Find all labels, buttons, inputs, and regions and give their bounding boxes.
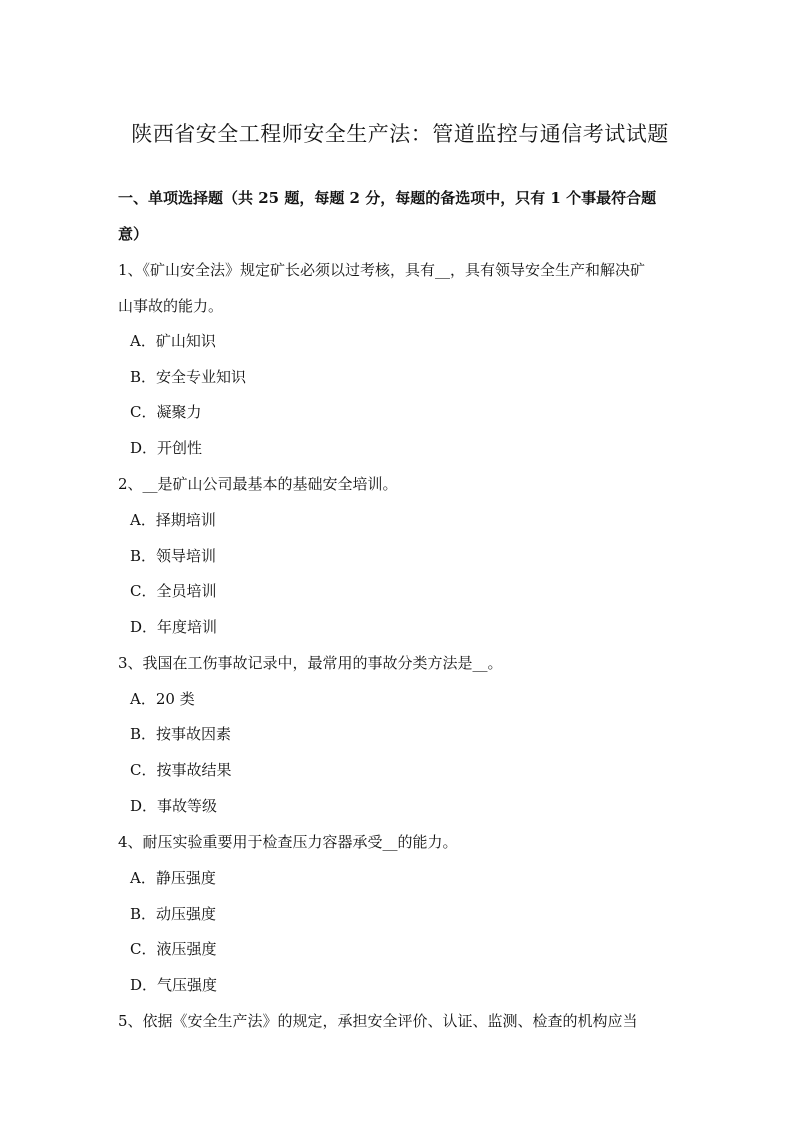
- question-4-option-b: B．动压强度: [130, 905, 217, 923]
- section-heading: 一、单项选择题（共 25 题，每题 2 分，每题的备选项中，只有 1 个事最符合题: [118, 189, 657, 207]
- document-title: 陕西省安全工程师安全生产法：管道监控与通信考试试题: [131, 122, 669, 146]
- question-2-stem: 2、__是矿山公司最基本的基础安全培训。: [118, 475, 398, 493]
- question-3-option-d: D．事故等级: [130, 797, 218, 815]
- question-1-option-c: C．凝聚力: [130, 403, 202, 421]
- question-3-option-c: C．按事故结果: [130, 761, 232, 779]
- question-2-option-d: D．年度培训: [130, 618, 218, 636]
- question-3-stem: 3、我国在工伤事故记录中，最常用的事故分类方法是__。: [118, 654, 503, 672]
- question-4-stem: 4、耐压实验重要用于检查压力容器承受__的能力。: [118, 833, 458, 851]
- section-heading-continued: 意）: [118, 225, 149, 243]
- question-1-stem: 1、《矿山安全法》规定矿长必须以过考核，具有__，具有领导安全生产和解决矿: [118, 261, 646, 279]
- question-2-option-a: A．择期培训: [130, 511, 216, 529]
- question-2-option-c: C．全员培训: [130, 582, 217, 600]
- question-1-stem-continued: 山事故的能力。: [118, 297, 224, 315]
- question-5-stem: 5、依据《安全生产法》的规定，承担安全评价、认证、监测、检查的机构应当: [118, 1012, 638, 1030]
- question-4-option-d: D．气压强度: [130, 976, 218, 994]
- question-1-option-b: B．安全专业知识: [130, 368, 247, 386]
- question-4-option-a: A．静压强度: [130, 869, 216, 887]
- question-1-option-d: D．开创性: [130, 439, 203, 457]
- question-3-option-a: A．20 类: [130, 690, 195, 708]
- question-2-option-b: B．领导培训: [130, 547, 217, 565]
- question-3-option-b: B．按事故因素: [130, 725, 232, 743]
- question-4-option-c: C．液压强度: [130, 940, 217, 958]
- question-1-option-a: A．矿山知识: [130, 332, 216, 350]
